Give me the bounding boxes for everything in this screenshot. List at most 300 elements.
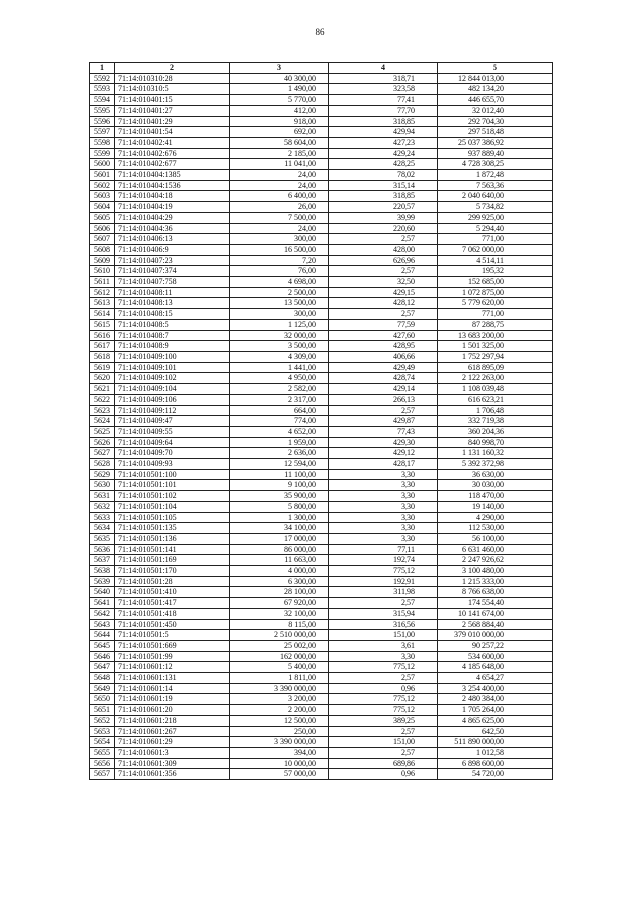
row-number-cell: 5646	[90, 651, 115, 662]
row-number-cell: 5593	[90, 84, 115, 95]
area-cell: 2 510 000,00	[230, 630, 329, 641]
value-cell: 90 257,22	[438, 640, 553, 651]
row-number-cell: 5608	[90, 244, 115, 255]
value-cell: 4 514,11	[438, 255, 553, 266]
value-cell: 299 925,00	[438, 212, 553, 223]
area-cell: 774,00	[230, 416, 329, 427]
table-row	[90, 384, 553, 395]
data-table-container	[89, 62, 553, 780]
rate-cell: 2,57	[329, 726, 438, 737]
row-number-cell: 5633	[90, 512, 115, 523]
row-number-cell: 5652	[90, 715, 115, 726]
area-cell: 4 309,00	[230, 351, 329, 362]
rate-cell: 429,14	[329, 384, 438, 395]
row-number-cell: 5622	[90, 394, 115, 405]
table-row	[90, 705, 553, 716]
rate-cell: 3,30	[329, 523, 438, 534]
area-cell: 692,00	[230, 127, 329, 138]
rate-cell: 318,85	[329, 191, 438, 202]
value-cell: 12 844 013,00	[438, 73, 553, 84]
data-table	[89, 62, 553, 780]
rate-cell: 2,57	[329, 673, 438, 684]
area-cell: 2 317,00	[230, 394, 329, 405]
cadastral-number-cell: 71:14:010601:29	[115, 737, 230, 748]
value-cell: 1 501 325,00	[438, 341, 553, 352]
rate-cell: 3,30	[329, 501, 438, 512]
rate-cell: 77,70	[329, 105, 438, 116]
row-number-cell: 5617	[90, 341, 115, 352]
area-cell: 6 300,00	[230, 576, 329, 587]
rate-cell: 316,56	[329, 619, 438, 630]
table-row	[90, 330, 553, 341]
row-number-cell: 5605	[90, 212, 115, 223]
value-cell: 174 554,40	[438, 598, 553, 609]
row-number-cell: 5627	[90, 448, 115, 459]
cadastral-number-cell: 71:14:010402:676	[115, 148, 230, 159]
area-cell: 250,00	[230, 726, 329, 737]
value-cell: 6 898 600,00	[438, 758, 553, 769]
area-cell: 24,00	[230, 223, 329, 234]
cadastral-number-cell: 71:14:010501:5	[115, 630, 230, 641]
cadastral-number-cell: 71:14:010407:374	[115, 266, 230, 277]
column-header-5: 5	[438, 63, 553, 74]
rate-cell: 323,58	[329, 84, 438, 95]
value-cell: 3 254 400,00	[438, 683, 553, 694]
value-cell: 1 706,48	[438, 405, 553, 416]
table-row	[90, 202, 553, 213]
cadastral-number-cell: 71:14:010601:267	[115, 726, 230, 737]
row-number-cell: 5642	[90, 608, 115, 619]
table-row	[90, 726, 553, 737]
rate-cell: 427,23	[329, 137, 438, 148]
table-row	[90, 277, 553, 288]
area-cell: 6 400,00	[230, 191, 329, 202]
rate-cell: 3,30	[329, 651, 438, 662]
value-cell: 618 895,09	[438, 362, 553, 373]
value-cell: 292 704,30	[438, 116, 553, 127]
cadastral-number-cell: 71:14:010404:1385	[115, 170, 230, 181]
rate-cell: 2,57	[329, 598, 438, 609]
table-row	[90, 630, 553, 641]
area-cell: 5 770,00	[230, 95, 329, 106]
rate-cell: 220,57	[329, 202, 438, 213]
cadastral-number-cell: 71:14:010408:7	[115, 330, 230, 341]
area-cell: 32 000,00	[230, 330, 329, 341]
table-row	[90, 715, 553, 726]
value-cell: 4 290,00	[438, 512, 553, 523]
row-number-cell: 5648	[90, 673, 115, 684]
value-cell: 6 631 460,00	[438, 544, 553, 555]
value-cell: 4 728 308,25	[438, 159, 553, 170]
cadastral-number-cell: 71:14:010310:28	[115, 73, 230, 84]
cadastral-number-cell: 71:14:010601:356	[115, 769, 230, 780]
table-row	[90, 319, 553, 330]
area-cell: 300,00	[230, 234, 329, 245]
cadastral-number-cell: 71:14:010601:19	[115, 694, 230, 705]
row-number-cell: 5651	[90, 705, 115, 716]
area-cell: 24,00	[230, 170, 329, 181]
row-number-cell: 5635	[90, 533, 115, 544]
value-cell: 25 037 386,92	[438, 137, 553, 148]
cadastral-number-cell: 71:14:010404:18	[115, 191, 230, 202]
row-number-cell: 5602	[90, 180, 115, 191]
table-row	[90, 191, 553, 202]
cadastral-number-cell: 71:14:010409:102	[115, 373, 230, 384]
row-number-cell: 5603	[90, 191, 115, 202]
row-number-cell: 5616	[90, 330, 115, 341]
row-number-cell: 5619	[90, 362, 115, 373]
area-cell: 67 920,00	[230, 598, 329, 609]
row-number-cell: 5623	[90, 405, 115, 416]
rate-cell: 315,94	[329, 608, 438, 619]
table-row	[90, 362, 553, 373]
cadastral-number-cell: 71:14:010501:669	[115, 640, 230, 651]
row-number-cell: 5618	[90, 351, 115, 362]
cadastral-number-cell: 71:14:010409:70	[115, 448, 230, 459]
value-cell: 7 563,36	[438, 180, 553, 191]
cadastral-number-cell: 71:14:010601:3	[115, 748, 230, 759]
rate-cell: 3,30	[329, 480, 438, 491]
row-number-cell: 5638	[90, 566, 115, 577]
value-cell: 4 185 648,00	[438, 662, 553, 673]
area-cell: 12 594,00	[230, 459, 329, 470]
cadastral-number-cell: 71:14:010501:410	[115, 587, 230, 598]
table-row	[90, 576, 553, 587]
row-number-cell: 5636	[90, 544, 115, 555]
row-number-cell: 5628	[90, 459, 115, 470]
table-row	[90, 416, 553, 427]
cadastral-number-cell: 71:14:010409:106	[115, 394, 230, 405]
value-cell: 379 010 000,00	[438, 630, 553, 641]
area-cell: 25 002,00	[230, 640, 329, 651]
table-row	[90, 159, 553, 170]
rate-cell: 266,13	[329, 394, 438, 405]
rate-cell: 2,57	[329, 234, 438, 245]
value-cell: 4 654,27	[438, 673, 553, 684]
table-row	[90, 137, 553, 148]
rate-cell: 775,12	[329, 662, 438, 673]
table-row	[90, 694, 553, 705]
table-row	[90, 170, 553, 181]
rate-cell: 151,00	[329, 737, 438, 748]
value-cell: 10 141 674,00	[438, 608, 553, 619]
cadastral-number-cell: 71:14:010408:11	[115, 287, 230, 298]
value-cell: 4 865 625,00	[438, 715, 553, 726]
area-cell: 1 441,00	[230, 362, 329, 373]
area-cell: 3 500,00	[230, 341, 329, 352]
value-cell: 482 134,20	[438, 84, 553, 95]
cadastral-number-cell: 71:14:010501:169	[115, 555, 230, 566]
row-number-cell: 5609	[90, 255, 115, 266]
row-number-cell: 5629	[90, 469, 115, 480]
row-number-cell: 5601	[90, 170, 115, 181]
table-row	[90, 748, 553, 759]
area-cell: 3 200,00	[230, 694, 329, 705]
row-number-cell: 5611	[90, 277, 115, 288]
cadastral-number-cell: 71:14:010601:309	[115, 758, 230, 769]
table-row	[90, 544, 553, 555]
value-cell: 1 705 264,00	[438, 705, 553, 716]
row-number-cell: 5644	[90, 630, 115, 641]
row-number-cell: 5645	[90, 640, 115, 651]
cadastral-number-cell: 71:14:010409:104	[115, 384, 230, 395]
area-cell: 16 500,00	[230, 244, 329, 255]
table-header	[90, 63, 553, 74]
table-row	[90, 533, 553, 544]
rate-cell: 0,96	[329, 683, 438, 694]
row-number-cell: 5597	[90, 127, 115, 138]
row-number-cell: 5631	[90, 491, 115, 502]
value-cell: 1 872,48	[438, 170, 553, 181]
value-cell: 1 752 297,94	[438, 351, 553, 362]
cadastral-number-cell: 71:14:010404:36	[115, 223, 230, 234]
rate-cell: 3,30	[329, 491, 438, 502]
row-number-cell: 5599	[90, 148, 115, 159]
cadastral-number-cell: 71:14:010402:677	[115, 159, 230, 170]
area-cell: 26,00	[230, 202, 329, 213]
cadastral-number-cell: 71:14:010501:99	[115, 651, 230, 662]
rate-cell: 775,12	[329, 705, 438, 716]
row-number-cell: 5653	[90, 726, 115, 737]
value-cell: 118 470,00	[438, 491, 553, 502]
row-number-cell: 5613	[90, 298, 115, 309]
row-number-cell: 5612	[90, 287, 115, 298]
cadastral-number-cell: 71:14:010501:141	[115, 544, 230, 555]
row-number-cell: 5594	[90, 95, 115, 106]
page-number: 86	[315, 27, 325, 37]
cadastral-number-cell: 71:14:010501:417	[115, 598, 230, 609]
row-number-cell: 5610	[90, 266, 115, 277]
table-row	[90, 673, 553, 684]
rate-cell: 775,12	[329, 694, 438, 705]
row-number-cell: 5614	[90, 309, 115, 320]
row-number-cell: 5657	[90, 769, 115, 780]
table-row	[90, 426, 553, 437]
rate-cell: 0,96	[329, 769, 438, 780]
value-cell: 534 600,00	[438, 651, 553, 662]
cadastral-number-cell: 71:14:010601:20	[115, 705, 230, 716]
table-row	[90, 566, 553, 577]
area-cell: 34 100,00	[230, 523, 329, 534]
area-cell: 35 900,00	[230, 491, 329, 502]
table-row	[90, 758, 553, 769]
rate-cell: 429,15	[329, 287, 438, 298]
cadastral-number-cell: 71:14:010501:170	[115, 566, 230, 577]
rate-cell: 2,57	[329, 266, 438, 277]
cadastral-number-cell: 71:14:010404:1536	[115, 180, 230, 191]
row-number-cell: 5626	[90, 437, 115, 448]
row-number-cell: 5634	[90, 523, 115, 534]
value-cell: 771,00	[438, 234, 553, 245]
table-row	[90, 619, 553, 630]
table-row	[90, 287, 553, 298]
value-cell: 5 734,82	[438, 202, 553, 213]
row-number-cell: 5649	[90, 683, 115, 694]
row-number-cell: 5655	[90, 748, 115, 759]
table-row	[90, 105, 553, 116]
rate-cell: 2,57	[329, 405, 438, 416]
cadastral-number-cell: 71:14:010409:55	[115, 426, 230, 437]
value-cell: 332 719,38	[438, 416, 553, 427]
value-cell: 30 030,00	[438, 480, 553, 491]
table-row	[90, 234, 553, 245]
rate-cell: 429,30	[329, 437, 438, 448]
table-row	[90, 523, 553, 534]
table-row	[90, 84, 553, 95]
rate-cell: 406,66	[329, 351, 438, 362]
value-cell: 616 623,21	[438, 394, 553, 405]
rate-cell: 429,87	[329, 416, 438, 427]
rate-cell: 428,00	[329, 244, 438, 255]
table-row	[90, 244, 553, 255]
area-cell: 32 100,00	[230, 608, 329, 619]
row-number-cell: 5640	[90, 587, 115, 598]
value-cell: 511 890 000,00	[438, 737, 553, 748]
table-header-row	[90, 63, 553, 74]
value-cell: 8 766 638,00	[438, 587, 553, 598]
table-row	[90, 266, 553, 277]
rate-cell: 77,11	[329, 544, 438, 555]
cadastral-number-cell: 71:14:010404:19	[115, 202, 230, 213]
area-cell: 5 800,00	[230, 501, 329, 512]
value-cell: 840 998,70	[438, 437, 553, 448]
cadastral-number-cell: 71:14:010501:450	[115, 619, 230, 630]
rate-cell: 318,85	[329, 116, 438, 127]
table-row	[90, 148, 553, 159]
row-number-cell: 5598	[90, 137, 115, 148]
value-cell: 2 480 384,00	[438, 694, 553, 705]
rate-cell: 315,14	[329, 180, 438, 191]
area-cell: 10 000,00	[230, 758, 329, 769]
row-number-cell: 5620	[90, 373, 115, 384]
area-cell: 2 582,00	[230, 384, 329, 395]
value-cell: 446 655,70	[438, 95, 553, 106]
cadastral-number-cell: 71:14:010409:100	[115, 351, 230, 362]
cadastral-number-cell: 71:14:010401:27	[115, 105, 230, 116]
rate-cell: 427,60	[329, 330, 438, 341]
rate-cell: 429,49	[329, 362, 438, 373]
row-number-cell: 5600	[90, 159, 115, 170]
table-row	[90, 555, 553, 566]
table-row	[90, 127, 553, 138]
cadastral-number-cell: 71:14:010409:93	[115, 459, 230, 470]
area-cell: 24,00	[230, 180, 329, 191]
value-cell: 1 215 333,00	[438, 576, 553, 587]
table-row	[90, 448, 553, 459]
value-cell: 54 720,00	[438, 769, 553, 780]
rate-cell: 429,24	[329, 148, 438, 159]
area-cell: 7,20	[230, 255, 329, 266]
value-cell: 642,50	[438, 726, 553, 737]
cadastral-number-cell: 71:14:010401:15	[115, 95, 230, 106]
row-number-cell: 5607	[90, 234, 115, 245]
row-number-cell: 5630	[90, 480, 115, 491]
rate-cell: 192,74	[329, 555, 438, 566]
area-cell: 9 100,00	[230, 480, 329, 491]
table-row	[90, 459, 553, 470]
cadastral-number-cell: 71:14:010409:101	[115, 362, 230, 373]
cadastral-number-cell: 71:14:010601:131	[115, 673, 230, 684]
area-cell: 4 698,00	[230, 277, 329, 288]
cadastral-number-cell: 71:14:010601:218	[115, 715, 230, 726]
table-row	[90, 309, 553, 320]
area-cell: 11 100,00	[230, 469, 329, 480]
cadastral-number-cell: 71:14:010409:47	[115, 416, 230, 427]
cadastral-number-cell: 71:14:010501:104	[115, 501, 230, 512]
table-row	[90, 223, 553, 234]
area-cell: 412,00	[230, 105, 329, 116]
area-cell: 394,00	[230, 748, 329, 759]
row-number-cell: 5656	[90, 758, 115, 769]
value-cell: 1 012,58	[438, 748, 553, 759]
area-cell: 3 390 000,00	[230, 737, 329, 748]
cadastral-number-cell: 71:14:010409:112	[115, 405, 230, 416]
cadastral-number-cell: 71:14:010501:105	[115, 512, 230, 523]
table-row	[90, 351, 553, 362]
rate-cell: 626,96	[329, 255, 438, 266]
row-number-cell: 5654	[90, 737, 115, 748]
rate-cell: 2,57	[329, 748, 438, 759]
area-cell: 4 000,00	[230, 566, 329, 577]
cadastral-number-cell: 71:14:010406:9	[115, 244, 230, 255]
value-cell: 2 040 640,00	[438, 191, 553, 202]
rate-cell: 77,59	[329, 319, 438, 330]
value-cell: 56 100,00	[438, 533, 553, 544]
table-row	[90, 95, 553, 106]
area-cell: 4 950,00	[230, 373, 329, 384]
table-row	[90, 640, 553, 651]
value-cell: 87 288,75	[438, 319, 553, 330]
rate-cell: 428,74	[329, 373, 438, 384]
table-row	[90, 469, 553, 480]
area-cell: 2 185,00	[230, 148, 329, 159]
value-cell: 771,00	[438, 309, 553, 320]
area-cell: 664,00	[230, 405, 329, 416]
value-cell: 112 530,00	[438, 523, 553, 534]
area-cell: 57 000,00	[230, 769, 329, 780]
area-cell: 1 811,00	[230, 673, 329, 684]
cadastral-number-cell: 71:14:010408:9	[115, 341, 230, 352]
table-row	[90, 255, 553, 266]
rate-cell: 77,43	[329, 426, 438, 437]
value-cell: 2 568 884,40	[438, 619, 553, 630]
cadastral-number-cell: 71:14:010401:29	[115, 116, 230, 127]
cadastral-number-cell: 71:14:010408:5	[115, 319, 230, 330]
value-cell: 5 779 620,00	[438, 298, 553, 309]
value-cell: 152 685,00	[438, 277, 553, 288]
cadastral-number-cell: 71:14:010501:28	[115, 576, 230, 587]
cadastral-number-cell: 71:14:010501:101	[115, 480, 230, 491]
table-row	[90, 683, 553, 694]
area-cell: 1 125,00	[230, 319, 329, 330]
area-cell: 40 300,00	[230, 73, 329, 84]
area-cell: 58 604,00	[230, 137, 329, 148]
table-row	[90, 737, 553, 748]
rate-cell: 318,71	[329, 73, 438, 84]
cadastral-number-cell: 71:14:010601:14	[115, 683, 230, 694]
cadastral-number-cell: 71:14:010406:13	[115, 234, 230, 245]
rate-cell: 428,25	[329, 159, 438, 170]
area-cell: 2 200,00	[230, 705, 329, 716]
table-row	[90, 373, 553, 384]
value-cell: 2 122 263,00	[438, 373, 553, 384]
area-cell: 162 000,00	[230, 651, 329, 662]
area-cell: 8 115,00	[230, 619, 329, 630]
area-cell: 4 652,00	[230, 426, 329, 437]
value-cell: 36 630,00	[438, 469, 553, 480]
rate-cell: 220,60	[329, 223, 438, 234]
value-cell: 195,32	[438, 266, 553, 277]
